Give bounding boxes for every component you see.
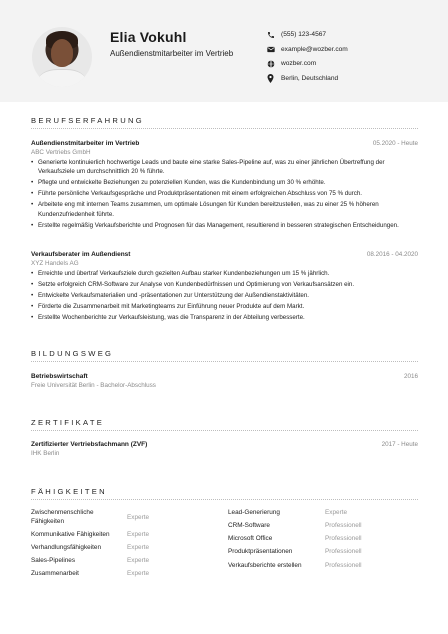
- contact-phone: [267, 28, 348, 41]
- skill-level: Professionell: [325, 522, 362, 529]
- list-item: • Entwickelte Verkaufsmaterialien und -präsentationen zur Unterstützung der Außendienstaktivitäten.: [31, 291, 416, 300]
- location-text: Berlin, Deutschland: [281, 74, 339, 82]
- skills-heading: FÄHIGKEITEN: [31, 487, 107, 496]
- skill-level: Professionell: [325, 548, 362, 555]
- skills-divider: [31, 499, 418, 500]
- skill-level: Professionell: [325, 562, 362, 569]
- certificate-issuer: IHK Berlin: [31, 450, 60, 457]
- list-item: • Erstellte regelmäßig Verkaufsberichte und Prognosen für das Management, resultierend in besseren strategischen Entscheidungen.: [31, 221, 416, 230]
- job-dates-1: 05.2020 - Heute: [372, 140, 418, 147]
- phone-icon: [267, 31, 281, 39]
- list-item: • Erreichte und übertraf Verkaufsziele durch gezielten Aufbau starker Kundenbeziehungen um 15 % jährlich.: [31, 269, 416, 278]
- list-item: • Generierte kontinuierlich hochwertige Leads und baute eine starke Sales-Pipeline auf, was zu einer jährlichen Übertreffung der Verkaufsziele um durchschnittlich 20 % führte.: [31, 158, 416, 177]
- experience-divider: [31, 128, 418, 129]
- avatar: [32, 27, 92, 87]
- education-degree: Betriebswirtschaft: [31, 373, 88, 380]
- education-heading: BILDUNGSWEG: [31, 349, 114, 358]
- skill-name: Zusammenarbeit: [31, 570, 79, 577]
- skill-level: Experte: [325, 509, 348, 516]
- skill-level: Experte: [127, 531, 150, 538]
- skill-name: Kommunikative Fähigkeiten: [31, 531, 110, 538]
- certificate-year: 2017 - Heute: [381, 441, 418, 448]
- certificates-heading: ZERTIFIKATE: [31, 418, 105, 427]
- skill-level: Professionell: [325, 535, 362, 542]
- candidate-title: Außendienstmitarbeiter im Vertrieb: [110, 49, 234, 58]
- contact-email: [267, 43, 348, 56]
- email-icon: [267, 46, 281, 53]
- list-item: • Förderte die Zusammenarbeit mit Marketingteams zur Einführung neuer Produkte auf dem Markt.: [31, 302, 416, 311]
- certificates-divider: [31, 430, 418, 431]
- skill-level: Experte: [127, 557, 150, 564]
- email-text[interactable]: example@wozber.com: [281, 45, 348, 53]
- location-pin-icon: [267, 74, 281, 83]
- list-item: • Führte persönliche Verkaufsgespräche und Produktpräsentationen mit einem erfolgreichen Abschluss von 75 % durch.: [31, 189, 416, 198]
- job-company-2: XYZ Handels AG: [31, 260, 79, 267]
- list-item: • Arbeitete eng mit internen Teams zusammen, um optimale Lösungen für Kunden bereitzustellen, was zu einer 25 % höheren Kundenzufriedenheit führte.: [31, 200, 416, 219]
- skill-level: Experte: [127, 544, 150, 551]
- list-item: • Setzte erfolgreich CRM-Software zur Analyse von Kundenbedürfnissen und Optimierung von Verkaufsansätzen ein.: [31, 280, 416, 289]
- skill-level: Experte: [127, 570, 150, 577]
- contact-info: [267, 28, 348, 86]
- skill-name: Zwischenmenschliche Fähigkeiten: [31, 509, 94, 525]
- phone-text[interactable]: (555) 123-4567: [281, 31, 327, 38]
- globe-icon: [267, 60, 281, 68]
- education-divider: [31, 361, 418, 362]
- website-text[interactable]: wozber.com: [281, 60, 317, 67]
- job-title-2: Verkaufsberater im Außendienst: [31, 251, 131, 258]
- list-item: • Erstellte Wochenberichte zur Verkaufsleistung, was die Transparenz in der Abteilung verbesserte.: [31, 313, 416, 322]
- skill-name: Verhandlungsfähigkeiten: [31, 544, 101, 551]
- job-dates-2: 08.2016 - 04.2020: [366, 251, 418, 258]
- skill-name: Microsoft Office: [228, 535, 273, 542]
- resume-header: [0, 0, 448, 102]
- list-item: • Pflegte und entwickelte Beziehungen zu potenziellen Kunden, was die Kundenbindung um 30 % erhöhte.: [31, 178, 416, 187]
- contact-website: [267, 57, 348, 70]
- skill-level: Experte: [127, 514, 150, 521]
- skill-name: CRM-Software: [228, 522, 270, 529]
- education-year: 2016: [403, 373, 418, 380]
- job-company-1: ABC Vertriebs GmbH: [31, 149, 91, 156]
- job-bullets-2: [31, 269, 416, 324]
- experience-heading: BERUFSERFAHRUNG: [31, 116, 144, 125]
- skill-name: Verkaufsberichte erstellen: [228, 562, 302, 569]
- candidate-name: Elia Vokuhl: [110, 29, 187, 45]
- job-bullets-1: [31, 158, 416, 232]
- certificate-name: Zertifizierter Vertriebsfachmann (ZVF): [31, 441, 148, 448]
- contact-location: [267, 72, 348, 85]
- skill-name: Lead-Generierung: [228, 509, 280, 516]
- job-title-1: Außendienstmitarbeiter im Vertrieb: [31, 140, 140, 147]
- skill-name: Sales-Pipelines: [31, 557, 76, 564]
- education-school: Freie Universität Berlin - Bachelor-Abschluss: [31, 382, 156, 389]
- skill-name: Produktpräsentationen: [228, 548, 293, 555]
